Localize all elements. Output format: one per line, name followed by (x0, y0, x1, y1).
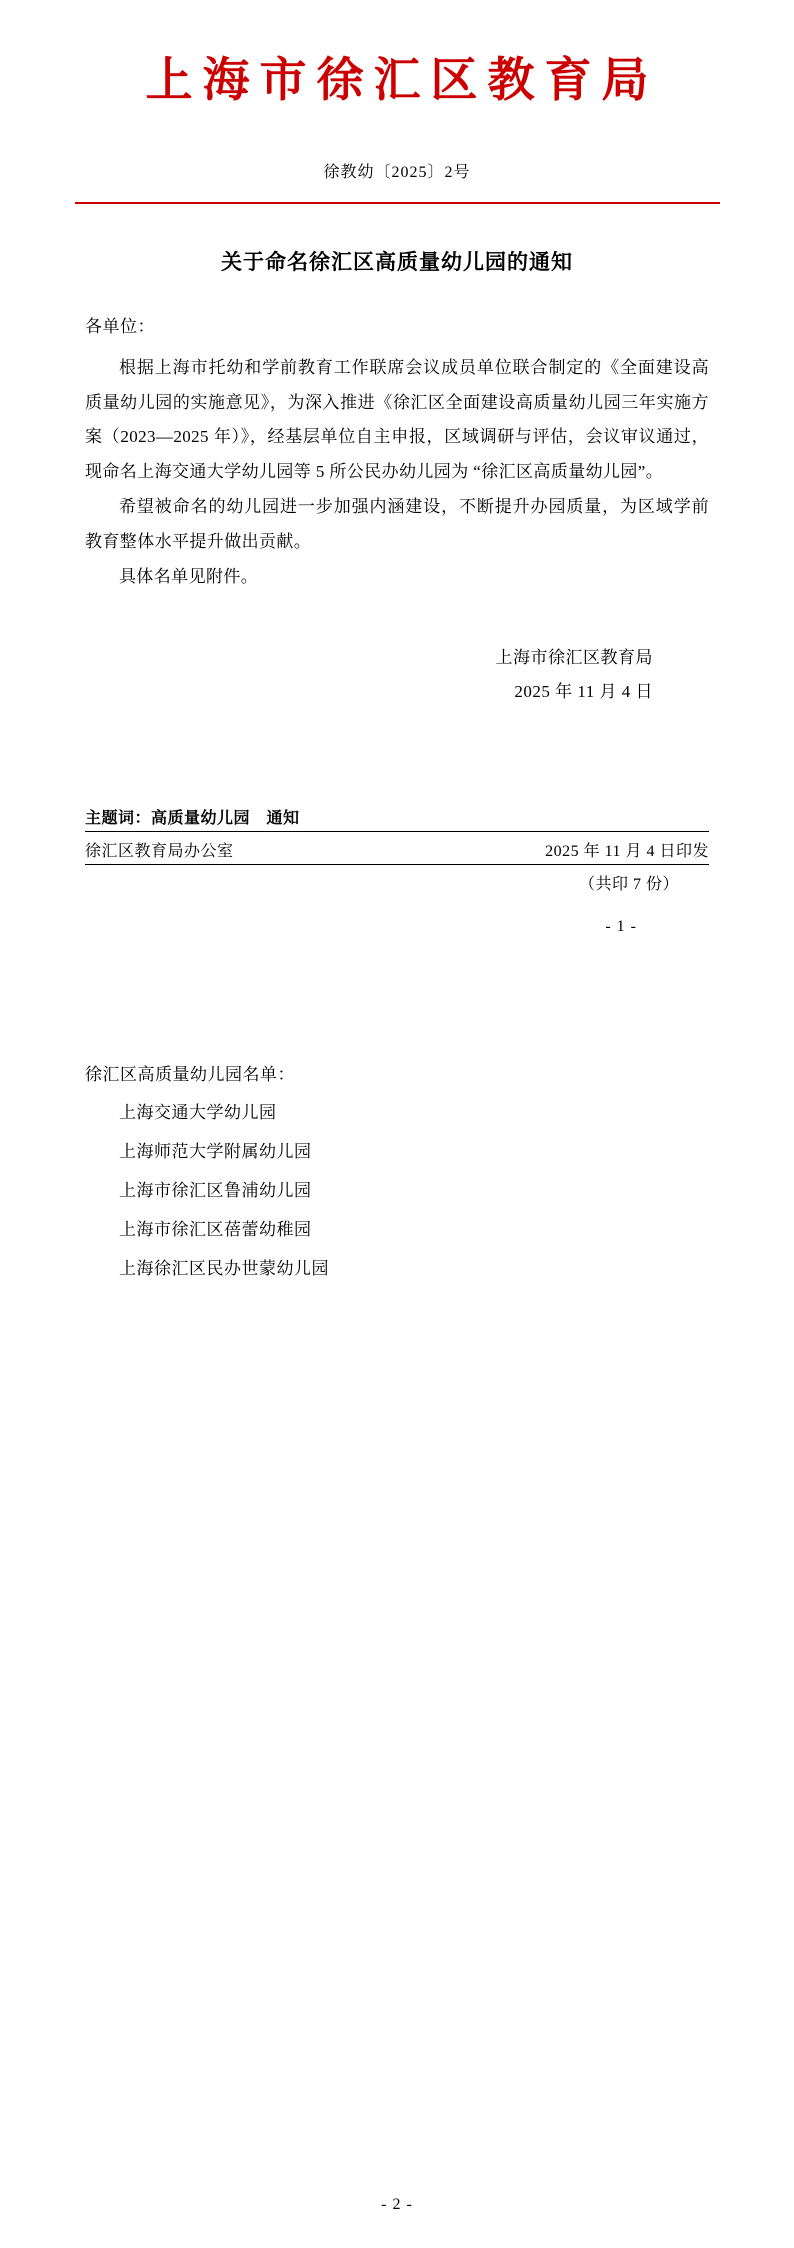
document-body (85, 276, 709, 595)
document-title: 关于命名徐汇区高质量幼儿园的通知 (221, 248, 573, 274)
keywords-label: 主题词： (85, 809, 152, 827)
signature-date: 2025 年 11 月 4 日 (514, 681, 653, 701)
print-date: 2025 年 11 月 4 日印发 (545, 842, 709, 860)
printing-office: 徐汇区教育局办公室 (85, 842, 234, 860)
footer-block (85, 805, 709, 936)
print-info-line (85, 832, 709, 865)
signature-block (85, 641, 709, 709)
list-item: 上海市徐汇区鲁浦幼儿园 (119, 1180, 312, 1200)
page-number-one: - 1 - (605, 917, 637, 935)
issuing-organization-title: 上海市徐汇区教育局 (145, 53, 659, 108)
copies-count: （共印 7 份） (578, 875, 679, 893)
body-paragraph: 根据上海市托幼和学前教育工作联席会议成员单位联合制定的《全面建设高质量幼儿园的实施意见》，为深入推进《徐汇区全面建设高质量幼儿园三年实施方案（2023—2025 年）》，经基层单位自主申报，区域调研与评估，会议审议通过，现命名上海交通大学幼儿园等 5 所公民办幼儿园为 “徐汇区高质量幼儿园”。 (85, 357, 709, 482)
body-paragraph: 希望被命名的幼儿园进一步加强内涵建设，不断提升办园质量，为区域学前教育整体水平提升做出贡献。 (85, 497, 709, 551)
red-divider-rule (75, 202, 720, 204)
attachment-section (85, 936, 709, 1288)
list-item: 上海师范大学附属幼儿园 (119, 1141, 312, 1161)
list-item: 上海徐汇区民办世蒙幼儿园 (119, 1259, 329, 1279)
salutation: 各单位： (85, 316, 155, 336)
list-item: 上海市徐汇区蓓蕾幼稚园 (119, 1219, 312, 1239)
keywords-line (85, 805, 709, 832)
list-item: 上海交通大学幼儿园 (119, 1102, 277, 1122)
keywords-value: 高质量幼儿园 通知 (151, 809, 300, 827)
signature-issuer: 上海市徐汇区教育局 (495, 647, 653, 667)
document-number: 徐教幼〔2025〕2号 (323, 163, 471, 181)
page-number-two: - 2 - (381, 2196, 413, 2213)
masthead (0, 0, 794, 111)
attachment-title: 徐汇区高质量幼儿园名单： (85, 1064, 295, 1084)
body-paragraph: 具体名单见附件。 (119, 566, 259, 586)
